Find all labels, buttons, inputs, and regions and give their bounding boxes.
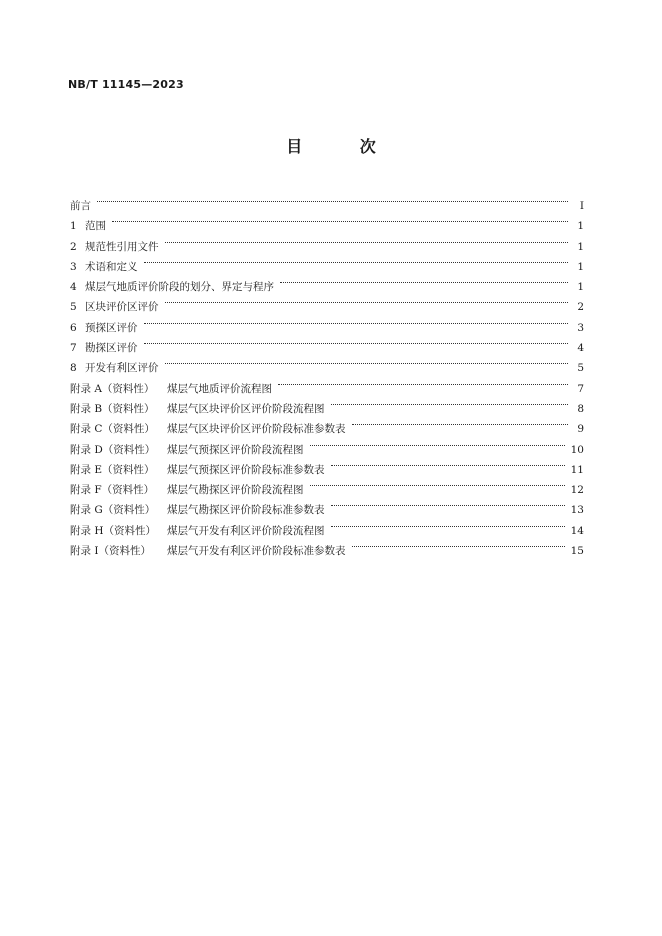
- toc-leader-dots: [280, 270, 568, 290]
- toc-appendix-designation: 附录 E（资料性）: [70, 463, 155, 476]
- toc-leader-dots: [310, 433, 565, 453]
- toc-entry-label: 煤层气勘探区评价阶段标准参数表: [167, 504, 325, 517]
- toc-leader-dots: [352, 534, 565, 554]
- toc-entry-page: 1: [577, 240, 584, 253]
- toc-entry-label: 勘探区评价: [85, 342, 138, 355]
- toc-entry-number: 3: [70, 260, 77, 273]
- toc-entry-label: 预探区评价: [85, 321, 138, 334]
- toc-leader-dots: [278, 372, 568, 392]
- toc-appendix-designation: 附录 B（资料性）: [70, 402, 155, 415]
- toc-appendix-designation: 附录 I（资料性）: [70, 545, 151, 558]
- toc-entry-number: 7: [70, 342, 77, 355]
- toc-entry-page: 14: [570, 524, 584, 537]
- toc-entry-label: 煤层气开发有利区评价阶段流程图: [167, 524, 325, 537]
- toc-entry-page: Ⅰ: [579, 200, 584, 212]
- toc-leader-dots: [165, 351, 569, 371]
- toc-leader-dots: [165, 230, 569, 250]
- standard-code: NB/T 11145—2023: [68, 78, 184, 91]
- toc-entry-label: 区块评价区评价: [85, 301, 159, 314]
- toc-entry-label: 规范性引用文件: [85, 240, 159, 253]
- toc-entry-page: 5: [577, 362, 584, 375]
- toc-entry-label: 煤层气区块评价区评价阶段流程图: [167, 402, 325, 415]
- toc-entry-label: 范围: [85, 220, 106, 233]
- toc-entry-number: 1: [70, 220, 77, 233]
- toc-leader-dots: [165, 290, 569, 310]
- toc-leader-dots: [352, 412, 569, 432]
- toc-entry-1[interactable]: [70, 209, 584, 233]
- toc-entry-label: 前言: [70, 200, 91, 212]
- toc-leader-dots: [144, 331, 569, 351]
- toc-entry-label: 煤层气预探区评价阶段流程图: [167, 443, 304, 456]
- toc-entry-4[interactable]: [70, 270, 584, 294]
- page-title: 目 次: [286, 137, 402, 156]
- toc-leader-dots: [310, 473, 565, 493]
- toc-entry-label: 煤层气勘探区评价阶段流程图: [167, 484, 304, 497]
- toc-entry-page: 3: [577, 321, 584, 334]
- toc-entry-6[interactable]: [70, 311, 584, 334]
- toc-entry-label: 煤层气区块评价区评价阶段标准参数表: [167, 423, 346, 436]
- toc-entry-page: 1: [577, 281, 584, 294]
- toc-entry-page: 9: [577, 423, 584, 436]
- toc-appendix-designation: 附录 G（资料性）: [70, 504, 156, 517]
- toc-entry-number: 8: [70, 362, 77, 375]
- toc-leader-dots: [112, 209, 568, 229]
- toc-entry-label: 煤层气开发有利区评价阶段标准参数表: [167, 545, 346, 558]
- toc-entry-number: 5: [70, 301, 77, 314]
- toc-entry-page: 2: [577, 301, 584, 314]
- toc-leader-dots: [97, 189, 568, 209]
- toc-entry-8[interactable]: [70, 351, 584, 375]
- toc-entry-number: 6: [70, 321, 77, 334]
- toc-appendix-designation: 附录 C（资料性）: [70, 423, 155, 436]
- toc-entry-3[interactable]: [70, 250, 584, 273]
- toc-entry-7[interactable]: [70, 331, 584, 355]
- toc-entry-page: 1: [577, 260, 584, 273]
- toc-leader-dots: [144, 250, 569, 270]
- toc-entry-label: 术语和定义: [85, 260, 138, 273]
- toc-entry-page: 15: [570, 545, 584, 558]
- toc-entry-page: 13: [570, 504, 584, 517]
- toc-leader-dots: [331, 453, 565, 473]
- toc-entry-label: 煤层气地质评价流程图: [167, 382, 272, 395]
- toc-leader-dots: [144, 311, 569, 331]
- toc-leader-dots: [331, 392, 569, 412]
- toc-entry-page: 1: [577, 220, 584, 233]
- toc-entry-label: 煤层气地质评价阶段的划分、界定与程序: [85, 281, 274, 294]
- toc-appendix-designation: 附录 H（资料性）: [70, 524, 156, 537]
- toc-entry-label: 煤层气预探区评价阶段标准参数表: [167, 463, 325, 476]
- toc-entry-foreword[interactable]: [70, 189, 584, 212]
- toc-leader-dots: [331, 514, 565, 534]
- table-of-contents: [70, 189, 584, 558]
- toc-entry-2[interactable]: [70, 230, 584, 253]
- toc-entry-number: 2: [70, 240, 77, 253]
- toc-appendix-designation: 附录 D（资料性）: [70, 443, 156, 456]
- toc-entry-page: 8: [577, 402, 584, 415]
- toc-appendix-designation: 附录 F（资料性）: [70, 484, 155, 497]
- toc-leader-dots: [331, 493, 565, 513]
- toc-entry-page: 11: [570, 463, 584, 476]
- toc-entry-page: 4: [577, 342, 584, 355]
- toc-appendix-designation: 附录 A（资料性）: [70, 382, 155, 395]
- toc-entry-page: 12: [570, 484, 584, 497]
- toc-entry-page: 10: [570, 443, 584, 456]
- toc-entry-number: 4: [70, 281, 77, 294]
- toc-entry-page: 7: [577, 382, 584, 395]
- toc-entry-label: 开发有利区评价: [85, 362, 159, 375]
